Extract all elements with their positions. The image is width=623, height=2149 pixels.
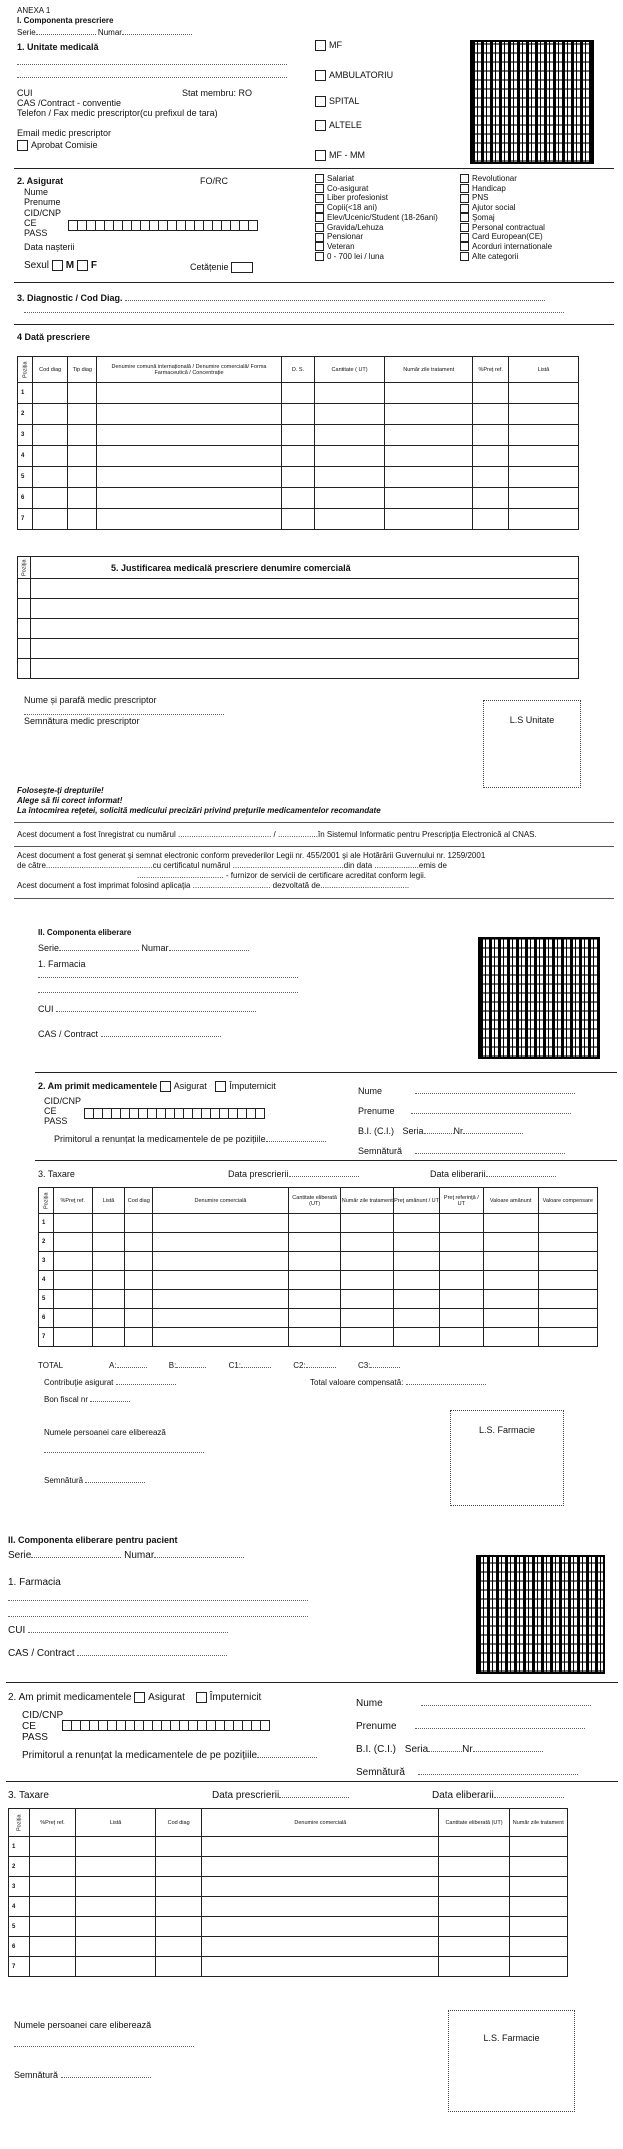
section-title: II. Componenta eliberare pentru pacient [8, 1535, 178, 1545]
table-row[interactable]: 1 [9, 1837, 568, 1857]
table-row[interactable]: 1 [18, 383, 579, 404]
semnatura-medic-label: Semnătura medic prescriptor [24, 716, 140, 726]
diagnostic-line-2[interactable] [24, 312, 564, 313]
barcode-image [476, 1555, 605, 1674]
identity-fields: Nume Prenume B.I. (C.I.) Seria Nr Semnătură [358, 1081, 575, 1161]
section-title: I. Componenta prescriere [17, 16, 114, 25]
th-cod-diag: Cod diag [32, 357, 68, 383]
imputernicit-checkbox[interactable] [196, 1692, 207, 1703]
pacient-table: Poziția %Preț ref. Listă Cod diag Denumire comercială Cantitate eliberată (UT) Număr zile tratament 1 2 3 4 5 6 7 [8, 1808, 568, 1977]
cui-label: CUI [17, 88, 33, 98]
cid-block: CID/CNP CE PASS [22, 1710, 64, 1743]
th-pret-ref: %Preț ref. [473, 357, 509, 383]
barcode-image [478, 937, 600, 1059]
table-row[interactable]: 5 [9, 1917, 568, 1937]
table-row[interactable]: 5 [18, 467, 579, 488]
table-row[interactable]: 4 [18, 446, 579, 467]
tip-spital[interactable]: SPITAL [315, 96, 359, 107]
tip-mf-mm[interactable]: MF - MM [315, 150, 365, 161]
section-title: II. Componenta eliberare [38, 928, 132, 937]
bon-fiscal-label: Bon fiscal nr [44, 1395, 130, 1404]
cui-label: CUI [8, 1625, 228, 1636]
fo-rc-label: FO/RC [200, 176, 228, 186]
table-row[interactable]: 2 [39, 1233, 598, 1252]
primitorul-label: Primitorul a renunțat la medicamentele de pe pozițiile [22, 1750, 317, 1761]
th-zile: Număr zile tratament [385, 357, 473, 383]
imputernicit-checkbox[interactable] [215, 1081, 226, 1092]
th-ds: D. S. [281, 357, 314, 383]
identity-fields: Nume Prenume B.I. (C.I.) Seria Nr Semnătură [356, 1692, 591, 1784]
primitorul-label: Primitorul a renunțat la medicamentele de pe pozițiile [54, 1134, 326, 1144]
unitate-line[interactable] [17, 64, 287, 65]
prescription-table [17, 356, 579, 530]
table-row[interactable] [18, 599, 579, 619]
numele-persoanei-label: Numele persoanei care eliberează [14, 2020, 152, 2030]
contributie-label: Contribuţie asigurat [44, 1378, 176, 1387]
data-prescrierii: Data prescrierii [212, 1790, 349, 1801]
cnp-boxes[interactable] [84, 1108, 265, 1119]
table-row[interactable] [18, 619, 579, 639]
electronic-note: Acest document a fost generat şi semnat electronic conform prevederilor Legii nr. 455/2001 şi ale Hotărârii Guvernului nr. 1259/2001 de către................................................cu certificatul numărul ..................................................din data ....................emis de ....................................... - furnizor de servicii de certificare acreditat conform legii. Acest document a fost imprimat folosind aplicaţia ................................... dezvoltată de........................................ [17, 851, 486, 890]
table-row[interactable]: 7 [39, 1328, 598, 1347]
farmacia-line[interactable] [8, 1600, 308, 1601]
eliberare-line[interactable] [44, 1452, 204, 1453]
parafa-line[interactable] [24, 714, 224, 715]
tip-altele[interactable]: ALTELE [315, 120, 362, 131]
cas-label: CAS /Contract - conventie [17, 98, 122, 108]
justificare-table: Poziţia 5. Justificarea medicală prescriere denumire comercială [17, 556, 579, 679]
table-row[interactable]: 6 [9, 1937, 568, 1957]
table-row[interactable]: 3 [18, 425, 579, 446]
cid-block: CID/CNP CE PASS [24, 208, 62, 238]
serie-numar-line: Serie Numar [38, 943, 249, 953]
anexa-label: ANEXA 1 [17, 6, 51, 15]
barcode-image [470, 40, 594, 164]
cid-block: CID/CNP CE PASS [44, 1096, 82, 1126]
th-cantitate: Cantitate ( UT) [315, 357, 385, 383]
nume-parafa-label: Nume și parafă medic prescriptor [24, 695, 157, 705]
asigurat-checkbox[interactable] [160, 1081, 171, 1092]
cui-label: CUI [38, 1004, 256, 1014]
justificare-title: 5. Justificarea medicală prescriere denumire comercială [31, 557, 579, 579]
stat-membru: Stat membru: RO [182, 88, 253, 98]
asigurat-checkbox[interactable] [134, 1692, 145, 1703]
serie-numar-line: Serie Numar [8, 1550, 244, 1561]
sex-line: Sexul M F [24, 260, 98, 272]
table-row[interactable]: 6 [39, 1309, 598, 1328]
unitate-line-2[interactable] [17, 77, 287, 78]
prenume-label: Prenume [24, 197, 61, 207]
data-eliberarii: Data eliberarii [430, 1169, 556, 1179]
diagnostic-label: 3. Diagnostic / Cod Diag. [17, 293, 545, 303]
aprobat-comisie[interactable]: Aprobat Comisie [17, 140, 98, 151]
total-valoare-label: Total valoare compensată: [310, 1378, 486, 1387]
taxare-table: Poziția %Preţ ref. Listă Cod diag Denumire comercială Cantitate eliberată (UT) Număr zile tratament Preţ amănunt / UT Preţ referinţă / UT Valoare amănunt Valoare compensare 1 2 3 4 5 6 7 [38, 1187, 598, 1347]
total-line: TOTAL A: B: C1: C2: C3: [38, 1361, 400, 1370]
taxare-label: 3. Taxare [38, 1169, 75, 1179]
cas-label: CAS / Contract [38, 1029, 221, 1039]
table-row[interactable]: 7 [9, 1957, 568, 1977]
farmacia-label: 1. Farmacia [38, 959, 86, 969]
th-denumire: Denumire comună internațională / Denumire comercială/ Forma Farmaceutică / Concentrație [97, 357, 282, 383]
info-notice: Foloseşte-ţi drepturile! Alege să fii corect informat! La întocmirea reţetei, solicită medicului precizări privind preţurile medicamentelor recomandate [17, 786, 381, 815]
am-primit-line: 2. Am primit medicamentele Asigurat Împuternicit [38, 1081, 276, 1091]
email-label: Email medic prescriptor [17, 128, 112, 138]
semnatura-label: Semnătură [14, 2070, 151, 2080]
taxare-label: 3. Taxare [8, 1790, 49, 1801]
table-row[interactable]: 5 [39, 1290, 598, 1309]
table-row[interactable] [18, 659, 579, 679]
table-row[interactable]: 3 [9, 1877, 568, 1897]
table-row[interactable]: 4 [39, 1271, 598, 1290]
ls-farmacie-stamp: L.S. Farmacie [450, 1410, 564, 1506]
aprobat-checkbox[interactable] [17, 140, 28, 151]
asigurat-label: 2. Asigurat [17, 176, 64, 186]
numele-persoanei-label: Numele persoanei care eliberează [44, 1428, 166, 1437]
data-eliberarii: Data eliberarii [432, 1790, 564, 1801]
ls-unitate-stamp: L.S Unitate [483, 700, 581, 788]
table-row[interactable] [18, 579, 579, 599]
table-row[interactable]: 1 [39, 1214, 598, 1233]
th-tip-diag: Tip diag [68, 357, 97, 383]
serie-numar-line: Serie Numar [17, 28, 192, 37]
table-row[interactable]: 2 [18, 404, 579, 425]
table-row[interactable]: 6 [18, 488, 579, 509]
table-row[interactable]: 4 [9, 1897, 568, 1917]
data-nasterii-label: Data nașterii [24, 242, 75, 252]
registration-note: Acest document a fost înregistrat cu numărul .......................................... / ..................în Sistemul Informatic pentru Prescripţia Electronică al CNAS. [17, 830, 537, 839]
th-lista: Listă [508, 357, 578, 383]
th-pozitia: Poziția [18, 357, 33, 383]
cnp-boxes[interactable] [62, 1720, 270, 1731]
cas-label: CAS / Contract [8, 1648, 227, 1659]
am-primit-line: 2. Am primit medicamentele Asigurat Împuternicit [8, 1692, 262, 1704]
table-row[interactable]: 7 [18, 509, 579, 530]
categorii-col-a: Salariat Co-asigurat Liber profesionist Copii(<18 ani) Elev/Ucenic/Student (18-26ani) Gravida/Lehuza Pensionar Veteran 0 - 700 lei / luna [315, 174, 438, 261]
sex-m-checkbox[interactable] [52, 260, 63, 271]
table-row[interactable]: 3 [39, 1252, 598, 1271]
unitate-medicala-label: 1. Unitate medicală [17, 42, 99, 52]
table-row[interactable] [18, 639, 579, 659]
cnp-boxes[interactable] [68, 220, 258, 231]
table-row[interactable]: 2 [9, 1857, 568, 1877]
farmacia-label: 1. Farmacia [8, 1577, 61, 1588]
data-prescrierii: Data prescrierii [228, 1169, 359, 1179]
tip-ambulatoriu[interactable]: AMBULATORIU [315, 70, 393, 81]
farmacia-line-2[interactable] [38, 992, 298, 993]
farmacia-line[interactable] [38, 977, 298, 978]
categorii-col-b: Revolutionar Handicap PNS Ajutor social Şomaj Personal contractual Card European(CE) Acorduri internationale Alte categorii [460, 174, 552, 261]
nume-label: Nume [24, 187, 49, 197]
eliberare-line[interactable] [14, 2046, 194, 2047]
semnatura-label: Semnătură [44, 1476, 145, 1485]
tip-mf[interactable]: MF [315, 40, 342, 51]
ls-farmacie-stamp: L.S. Farmacie [448, 2010, 575, 2112]
sex-f-checkbox[interactable] [77, 260, 88, 271]
data-prescriere-label: 4 Dată prescriere [17, 332, 91, 342]
cetatenie: Cetățenie [190, 262, 256, 273]
telefon-label: Telefon / Fax medic prescriptor(cu prefixul de tara) [17, 108, 218, 118]
farmacia-line-2[interactable] [8, 1616, 308, 1617]
